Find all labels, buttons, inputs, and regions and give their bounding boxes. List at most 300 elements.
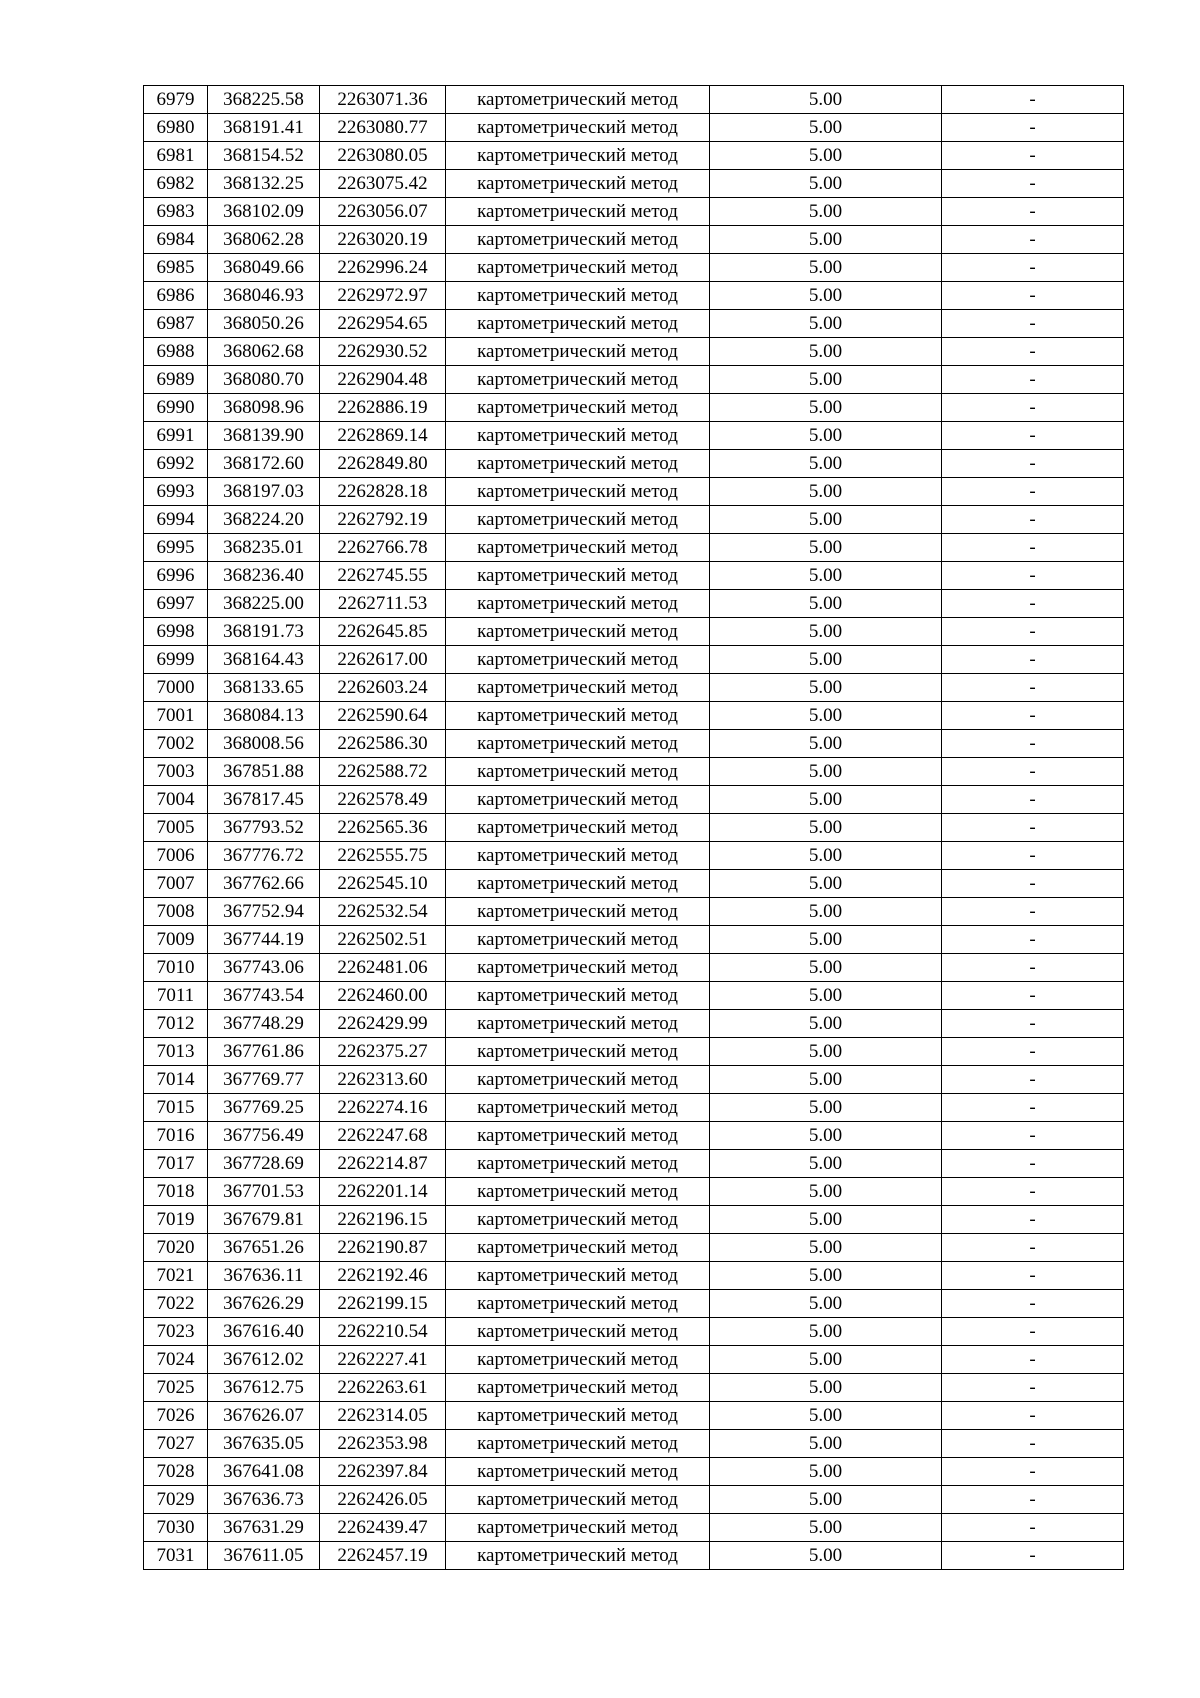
method-cell: картометрический метод — [446, 142, 710, 170]
point-number-cell: 6991 — [144, 422, 208, 450]
x-coordinate-cell: 367611.05 — [208, 1542, 320, 1570]
point-number-cell: 7021 — [144, 1262, 208, 1290]
y-coordinate-cell: 2262192.46 — [320, 1262, 446, 1290]
x-coordinate-cell: 368049.66 — [208, 254, 320, 282]
x-coordinate-cell: 367769.25 — [208, 1094, 320, 1122]
description-cell: - — [942, 1122, 1124, 1150]
x-coordinate-cell: 368191.41 — [208, 114, 320, 142]
table-row — [144, 674, 1124, 702]
x-coordinate-cell: 368062.68 — [208, 338, 320, 366]
method-cell: картометрический метод — [446, 1318, 710, 1346]
description-cell: - — [942, 534, 1124, 562]
description-cell: - — [942, 1318, 1124, 1346]
accuracy-cell: 5.00 — [710, 86, 942, 114]
y-coordinate-cell: 2262849.80 — [320, 450, 446, 478]
x-coordinate-cell: 368164.43 — [208, 646, 320, 674]
table-row — [144, 114, 1124, 142]
x-coordinate-cell: 367616.40 — [208, 1318, 320, 1346]
point-number-cell: 7000 — [144, 674, 208, 702]
method-cell: картометрический метод — [446, 702, 710, 730]
method-cell: картометрический метод — [446, 1094, 710, 1122]
accuracy-cell: 5.00 — [710, 338, 942, 366]
table-row — [144, 842, 1124, 870]
x-coordinate-cell: 367817.45 — [208, 786, 320, 814]
x-coordinate-cell: 367762.66 — [208, 870, 320, 898]
description-cell: - — [942, 506, 1124, 534]
description-cell: - — [942, 1178, 1124, 1206]
description-cell: - — [942, 786, 1124, 814]
description-cell: - — [942, 198, 1124, 226]
point-number-cell: 7001 — [144, 702, 208, 730]
accuracy-cell: 5.00 — [710, 1374, 942, 1402]
y-coordinate-cell: 2262972.97 — [320, 282, 446, 310]
method-cell: картометрический метод — [446, 338, 710, 366]
point-number-cell: 6984 — [144, 226, 208, 254]
point-number-cell: 7012 — [144, 1010, 208, 1038]
point-number-cell: 6997 — [144, 590, 208, 618]
y-coordinate-cell: 2262586.30 — [320, 730, 446, 758]
accuracy-cell: 5.00 — [710, 702, 942, 730]
accuracy-cell: 5.00 — [710, 394, 942, 422]
accuracy-cell: 5.00 — [710, 674, 942, 702]
x-coordinate-cell: 367851.88 — [208, 758, 320, 786]
accuracy-cell: 5.00 — [710, 198, 942, 226]
x-coordinate-cell: 367679.81 — [208, 1206, 320, 1234]
method-cell: картометрический метод — [446, 450, 710, 478]
y-coordinate-cell: 2263080.05 — [320, 142, 446, 170]
x-coordinate-cell: 368225.00 — [208, 590, 320, 618]
accuracy-cell: 5.00 — [710, 1150, 942, 1178]
description-cell: - — [942, 982, 1124, 1010]
y-coordinate-cell: 2262201.14 — [320, 1178, 446, 1206]
accuracy-cell: 5.00 — [710, 1458, 942, 1486]
method-cell: картометрический метод — [446, 170, 710, 198]
method-cell: картометрический метод — [446, 1234, 710, 1262]
accuracy-cell: 5.00 — [710, 870, 942, 898]
x-coordinate-cell: 367635.05 — [208, 1430, 320, 1458]
table-row — [144, 562, 1124, 590]
y-coordinate-cell: 2262227.41 — [320, 1346, 446, 1374]
point-number-cell: 7004 — [144, 786, 208, 814]
y-coordinate-cell: 2262214.87 — [320, 1150, 446, 1178]
x-coordinate-cell: 368235.01 — [208, 534, 320, 562]
accuracy-cell: 5.00 — [710, 1542, 942, 1570]
y-coordinate-cell: 2262869.14 — [320, 422, 446, 450]
y-coordinate-cell: 2262457.19 — [320, 1542, 446, 1570]
method-cell: картометрический метод — [446, 226, 710, 254]
accuracy-cell: 5.00 — [710, 1346, 942, 1374]
method-cell: картометрический метод — [446, 254, 710, 282]
description-cell: - — [942, 1430, 1124, 1458]
description-cell: - — [942, 1206, 1124, 1234]
point-number-cell: 7029 — [144, 1486, 208, 1514]
method-cell: картометрический метод — [446, 394, 710, 422]
x-coordinate-cell: 367626.07 — [208, 1402, 320, 1430]
description-cell: - — [942, 226, 1124, 254]
accuracy-cell: 5.00 — [710, 254, 942, 282]
table-row — [144, 142, 1124, 170]
point-number-cell: 7013 — [144, 1038, 208, 1066]
method-cell: картометрический метод — [446, 674, 710, 702]
accuracy-cell: 5.00 — [710, 758, 942, 786]
table-row — [144, 1094, 1124, 1122]
point-number-cell: 6983 — [144, 198, 208, 226]
method-cell: картометрический метод — [446, 310, 710, 338]
accuracy-cell: 5.00 — [710, 478, 942, 506]
description-cell: - — [942, 170, 1124, 198]
method-cell: картометрический метод — [446, 282, 710, 310]
y-coordinate-cell: 2262578.49 — [320, 786, 446, 814]
x-coordinate-cell: 367793.52 — [208, 814, 320, 842]
accuracy-cell: 5.00 — [710, 898, 942, 926]
method-cell: картометрический метод — [446, 982, 710, 1010]
x-coordinate-cell: 368154.52 — [208, 142, 320, 170]
x-coordinate-cell: 368102.09 — [208, 198, 320, 226]
accuracy-cell: 5.00 — [710, 506, 942, 534]
y-coordinate-cell: 2262426.05 — [320, 1486, 446, 1514]
point-number-cell: 7015 — [144, 1094, 208, 1122]
table-row — [144, 646, 1124, 674]
y-coordinate-cell: 2262274.16 — [320, 1094, 446, 1122]
description-cell: - — [942, 422, 1124, 450]
accuracy-cell: 5.00 — [710, 1318, 942, 1346]
x-coordinate-cell: 368062.28 — [208, 226, 320, 254]
accuracy-cell: 5.00 — [710, 1206, 942, 1234]
accuracy-cell: 5.00 — [710, 310, 942, 338]
method-cell: картометрический метод — [446, 926, 710, 954]
x-coordinate-cell: 368236.40 — [208, 562, 320, 590]
accuracy-cell: 5.00 — [710, 926, 942, 954]
accuracy-cell: 5.00 — [710, 814, 942, 842]
description-cell: - — [942, 898, 1124, 926]
accuracy-cell: 5.00 — [710, 982, 942, 1010]
method-cell: картометрический метод — [446, 870, 710, 898]
point-number-cell: 7031 — [144, 1542, 208, 1570]
table-row — [144, 1262, 1124, 1290]
table-row — [144, 1122, 1124, 1150]
table-row — [144, 702, 1124, 730]
accuracy-cell: 5.00 — [710, 1262, 942, 1290]
method-cell: картометрический метод — [446, 1486, 710, 1514]
coordinates-table-body — [144, 86, 1124, 1570]
table-row — [144, 870, 1124, 898]
y-coordinate-cell: 2262196.15 — [320, 1206, 446, 1234]
table-row — [144, 394, 1124, 422]
description-cell: - — [942, 1262, 1124, 1290]
description-cell: - — [942, 618, 1124, 646]
point-number-cell: 6987 — [144, 310, 208, 338]
x-coordinate-cell: 367701.53 — [208, 1178, 320, 1206]
method-cell: картометрический метод — [446, 1178, 710, 1206]
table-row — [144, 338, 1124, 366]
x-coordinate-cell: 368132.25 — [208, 170, 320, 198]
point-number-cell: 7028 — [144, 1458, 208, 1486]
method-cell: картометрический метод — [446, 618, 710, 646]
accuracy-cell: 5.00 — [710, 1234, 942, 1262]
y-coordinate-cell: 2262375.27 — [320, 1038, 446, 1066]
method-cell: картометрический метод — [446, 1346, 710, 1374]
y-coordinate-cell: 2262828.18 — [320, 478, 446, 506]
accuracy-cell: 5.00 — [710, 590, 942, 618]
method-cell: картометрический метод — [446, 758, 710, 786]
method-cell: картометрический метод — [446, 562, 710, 590]
description-cell: - — [942, 1374, 1124, 1402]
accuracy-cell: 5.00 — [710, 1094, 942, 1122]
point-number-cell: 6996 — [144, 562, 208, 590]
y-coordinate-cell: 2262590.64 — [320, 702, 446, 730]
x-coordinate-cell: 367756.49 — [208, 1122, 320, 1150]
description-cell: - — [942, 366, 1124, 394]
description-cell: - — [942, 1150, 1124, 1178]
method-cell: картометрический метод — [446, 1514, 710, 1542]
point-number-cell: 7007 — [144, 870, 208, 898]
description-cell: - — [942, 758, 1124, 786]
accuracy-cell: 5.00 — [710, 114, 942, 142]
x-coordinate-cell: 367626.29 — [208, 1290, 320, 1318]
table-row — [144, 254, 1124, 282]
x-coordinate-cell: 367636.11 — [208, 1262, 320, 1290]
method-cell: картометрический метод — [446, 506, 710, 534]
table-row — [144, 478, 1124, 506]
description-cell: - — [942, 1290, 1124, 1318]
accuracy-cell: 5.00 — [710, 954, 942, 982]
x-coordinate-cell: 367612.75 — [208, 1374, 320, 1402]
point-number-cell: 6985 — [144, 254, 208, 282]
table-row — [144, 1542, 1124, 1570]
x-coordinate-cell: 368224.20 — [208, 506, 320, 534]
point-number-cell: 7003 — [144, 758, 208, 786]
y-coordinate-cell: 2262886.19 — [320, 394, 446, 422]
point-number-cell: 7017 — [144, 1150, 208, 1178]
method-cell: картометрический метод — [446, 1010, 710, 1038]
y-coordinate-cell: 2262565.36 — [320, 814, 446, 842]
y-coordinate-cell: 2262199.15 — [320, 1290, 446, 1318]
y-coordinate-cell: 2262313.60 — [320, 1066, 446, 1094]
point-number-cell: 7018 — [144, 1178, 208, 1206]
table-row — [144, 1318, 1124, 1346]
accuracy-cell: 5.00 — [710, 646, 942, 674]
method-cell: картометрический метод — [446, 1038, 710, 1066]
description-cell: - — [942, 870, 1124, 898]
table-row — [144, 198, 1124, 226]
description-cell: - — [942, 310, 1124, 338]
y-coordinate-cell: 2262711.53 — [320, 590, 446, 618]
description-cell: - — [942, 814, 1124, 842]
point-number-cell: 7030 — [144, 1514, 208, 1542]
point-number-cell: 7005 — [144, 814, 208, 842]
description-cell: - — [942, 450, 1124, 478]
table-row — [144, 310, 1124, 338]
table-row — [144, 1066, 1124, 1094]
accuracy-cell: 5.00 — [710, 366, 942, 394]
method-cell: картометрический метод — [446, 198, 710, 226]
y-coordinate-cell: 2262263.61 — [320, 1374, 446, 1402]
accuracy-cell: 5.00 — [710, 226, 942, 254]
point-number-cell: 7026 — [144, 1402, 208, 1430]
method-cell: картометрический метод — [446, 1150, 710, 1178]
point-number-cell: 6988 — [144, 338, 208, 366]
point-number-cell: 7008 — [144, 898, 208, 926]
description-cell: - — [942, 590, 1124, 618]
point-number-cell: 6989 — [144, 366, 208, 394]
point-number-cell: 6981 — [144, 142, 208, 170]
accuracy-cell: 5.00 — [710, 618, 942, 646]
accuracy-cell: 5.00 — [710, 1178, 942, 1206]
description-cell: - — [942, 1346, 1124, 1374]
method-cell: картометрический метод — [446, 114, 710, 142]
x-coordinate-cell: 368197.03 — [208, 478, 320, 506]
x-coordinate-cell: 367743.06 — [208, 954, 320, 982]
method-cell: картометрический метод — [446, 954, 710, 982]
coordinates-table — [143, 85, 1124, 1570]
method-cell: картометрический метод — [446, 814, 710, 842]
x-coordinate-cell: 368225.58 — [208, 86, 320, 114]
table-row — [144, 954, 1124, 982]
method-cell: картометрический метод — [446, 1066, 710, 1094]
x-coordinate-cell: 368133.65 — [208, 674, 320, 702]
description-cell: - — [942, 702, 1124, 730]
table-row — [144, 814, 1124, 842]
accuracy-cell: 5.00 — [710, 1290, 942, 1318]
point-number-cell: 7011 — [144, 982, 208, 1010]
method-cell: картометрический метод — [446, 1262, 710, 1290]
table-row — [144, 1486, 1124, 1514]
point-number-cell: 6980 — [144, 114, 208, 142]
method-cell: картометрический метод — [446, 534, 710, 562]
y-coordinate-cell: 2262555.75 — [320, 842, 446, 870]
point-number-cell: 7023 — [144, 1318, 208, 1346]
x-coordinate-cell: 367641.08 — [208, 1458, 320, 1486]
y-coordinate-cell: 2262439.47 — [320, 1514, 446, 1542]
point-number-cell: 7009 — [144, 926, 208, 954]
y-coordinate-cell: 2263056.07 — [320, 198, 446, 226]
table-row — [144, 170, 1124, 198]
point-number-cell: 6995 — [144, 534, 208, 562]
x-coordinate-cell: 367631.29 — [208, 1514, 320, 1542]
description-cell: - — [942, 114, 1124, 142]
table-row — [144, 366, 1124, 394]
point-number-cell: 7020 — [144, 1234, 208, 1262]
y-coordinate-cell: 2262532.54 — [320, 898, 446, 926]
accuracy-cell: 5.00 — [710, 1010, 942, 1038]
method-cell: картометрический метод — [446, 86, 710, 114]
x-coordinate-cell: 367728.69 — [208, 1150, 320, 1178]
table-row — [144, 786, 1124, 814]
accuracy-cell: 5.00 — [710, 562, 942, 590]
description-cell: - — [942, 842, 1124, 870]
point-number-cell: 7014 — [144, 1066, 208, 1094]
x-coordinate-cell: 368084.13 — [208, 702, 320, 730]
y-coordinate-cell: 2262210.54 — [320, 1318, 446, 1346]
y-coordinate-cell: 2262996.24 — [320, 254, 446, 282]
table-row — [144, 1430, 1124, 1458]
description-cell: - — [942, 338, 1124, 366]
accuracy-cell: 5.00 — [710, 786, 942, 814]
description-cell: - — [942, 646, 1124, 674]
accuracy-cell: 5.00 — [710, 534, 942, 562]
point-number-cell: 6990 — [144, 394, 208, 422]
description-cell: - — [942, 1038, 1124, 1066]
table-row — [144, 1206, 1124, 1234]
description-cell: - — [942, 1402, 1124, 1430]
point-number-cell: 7027 — [144, 1430, 208, 1458]
x-coordinate-cell: 367776.72 — [208, 842, 320, 870]
y-coordinate-cell: 2262603.24 — [320, 674, 446, 702]
point-number-cell: 6993 — [144, 478, 208, 506]
x-coordinate-cell: 367769.77 — [208, 1066, 320, 1094]
table-row — [144, 1290, 1124, 1318]
y-coordinate-cell: 2263071.36 — [320, 86, 446, 114]
method-cell: картометрический метод — [446, 422, 710, 450]
accuracy-cell: 5.00 — [710, 1430, 942, 1458]
y-coordinate-cell: 2263080.77 — [320, 114, 446, 142]
x-coordinate-cell: 367651.26 — [208, 1234, 320, 1262]
y-coordinate-cell: 2262502.51 — [320, 926, 446, 954]
point-number-cell: 6994 — [144, 506, 208, 534]
description-cell: - — [942, 1066, 1124, 1094]
accuracy-cell: 5.00 — [710, 170, 942, 198]
accuracy-cell: 5.00 — [710, 422, 942, 450]
table-row — [144, 926, 1124, 954]
point-number-cell: 6986 — [144, 282, 208, 310]
method-cell: картометрический метод — [446, 366, 710, 394]
description-cell: - — [942, 394, 1124, 422]
x-coordinate-cell: 367748.29 — [208, 1010, 320, 1038]
description-cell: - — [942, 86, 1124, 114]
accuracy-cell: 5.00 — [710, 1514, 942, 1542]
accuracy-cell: 5.00 — [710, 1066, 942, 1094]
description-cell: - — [942, 1458, 1124, 1486]
method-cell: картометрический метод — [446, 590, 710, 618]
description-cell: - — [942, 1234, 1124, 1262]
table-row — [144, 282, 1124, 310]
x-coordinate-cell: 368046.93 — [208, 282, 320, 310]
y-coordinate-cell: 2263020.19 — [320, 226, 446, 254]
description-cell: - — [942, 254, 1124, 282]
method-cell: картометрический метод — [446, 1374, 710, 1402]
point-number-cell: 6979 — [144, 86, 208, 114]
accuracy-cell: 5.00 — [710, 450, 942, 478]
accuracy-cell: 5.00 — [710, 142, 942, 170]
method-cell: картометрический метод — [446, 478, 710, 506]
table-row — [144, 226, 1124, 254]
table-row — [144, 1178, 1124, 1206]
description-cell: - — [942, 1010, 1124, 1038]
accuracy-cell: 5.00 — [710, 1486, 942, 1514]
y-coordinate-cell: 2262588.72 — [320, 758, 446, 786]
table-row — [144, 1346, 1124, 1374]
accuracy-cell: 5.00 — [710, 842, 942, 870]
y-coordinate-cell: 2262766.78 — [320, 534, 446, 562]
y-coordinate-cell: 2262545.10 — [320, 870, 446, 898]
point-number-cell: 6992 — [144, 450, 208, 478]
y-coordinate-cell: 2262247.68 — [320, 1122, 446, 1150]
method-cell: картометрический метод — [446, 898, 710, 926]
x-coordinate-cell: 368050.26 — [208, 310, 320, 338]
table-row — [144, 1150, 1124, 1178]
table-row — [144, 534, 1124, 562]
accuracy-cell: 5.00 — [710, 282, 942, 310]
point-number-cell: 7002 — [144, 730, 208, 758]
point-number-cell: 7019 — [144, 1206, 208, 1234]
y-coordinate-cell: 2262745.55 — [320, 562, 446, 590]
x-coordinate-cell: 367752.94 — [208, 898, 320, 926]
method-cell: картометрический метод — [446, 646, 710, 674]
description-cell: - — [942, 142, 1124, 170]
table-row — [144, 506, 1124, 534]
table-row — [144, 422, 1124, 450]
table-row — [144, 982, 1124, 1010]
